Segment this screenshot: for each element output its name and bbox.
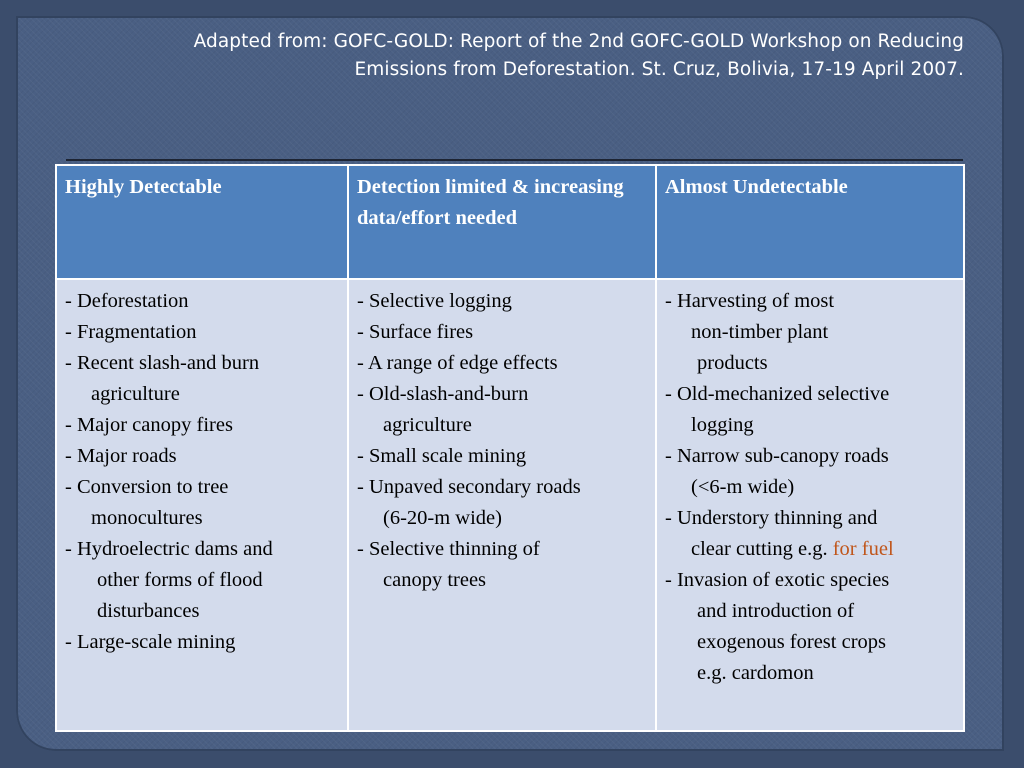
list-item: - Recent slash-and burn	[65, 352, 260, 374]
list-item: - Conversion to tree	[65, 476, 229, 498]
list-item-continuation: agriculture	[91, 383, 180, 405]
cell-highly-detectable	[56, 279, 348, 731]
list-item-continuation: and introduction of	[697, 600, 855, 622]
list-item-continuation: products	[697, 352, 768, 374]
list-item-continuation: canopy trees	[383, 569, 487, 591]
table-header-row	[56, 165, 964, 279]
header-detection-limited: Detection limited & increasing data/effort needed	[348, 165, 656, 279]
title-line-1: Adapted from: GOFC-GOLD: Report of the 2nd GOFC-GOLD Workshop on Reducing	[193, 31, 964, 52]
list-item-continuation: disturbances	[97, 600, 200, 622]
list-item-continuation: (<6-m wide)	[691, 476, 795, 498]
list-item-continuation: agriculture	[383, 414, 472, 436]
list-item: - Large-scale mining	[65, 631, 236, 653]
list-item-continuation: monocultures	[91, 507, 203, 529]
cell-almost-undetectable	[656, 279, 964, 731]
header-highly-detectable: Highly Detectable	[56, 165, 348, 279]
list-item-continuation: other forms of flood	[97, 569, 263, 591]
list-item: - Old-slash-and-burn	[357, 383, 529, 405]
list-item: - Selective thinning of	[357, 538, 540, 560]
list-item: - Narrow sub-canopy roads	[665, 445, 889, 467]
list-item: - Hydroelectric dams and	[65, 538, 273, 560]
list-item: - Invasion of exotic species	[665, 569, 890, 591]
list-item-continuation	[665, 534, 955, 565]
list-item: - Surface fires	[357, 321, 474, 343]
slide-title	[64, 28, 964, 84]
header-almost-undetectable: Almost Undetectable	[656, 165, 964, 279]
detectability-table	[55, 164, 965, 732]
table-row	[56, 279, 964, 731]
title-line-2: Emissions from Deforestation. St. Cruz, Bolivia, 17-19 April 2007.	[354, 59, 964, 80]
title-divider	[66, 159, 963, 161]
list-item: - Small scale mining	[357, 445, 527, 467]
list-item: - Fragmentation	[65, 321, 197, 343]
list-item-continuation: logging	[691, 414, 754, 436]
list-item-continuation: (6-20-m wide)	[383, 507, 502, 529]
list-item: - Selective logging	[357, 290, 512, 312]
list-item: - Understory thinning and	[665, 507, 878, 529]
list-item-continuation: non-timber plant	[691, 321, 829, 343]
list-item: - Old-mechanized selective	[665, 383, 890, 405]
list-item: - Major roads	[65, 445, 177, 467]
for-fuel-highlight: for fuel	[832, 538, 894, 560]
list-item-continuation: exogenous forest crops	[697, 631, 887, 653]
list-item: - A range of edge effects	[357, 352, 558, 374]
list-item: - Major canopy fires	[65, 414, 233, 436]
list-item-continuation: e.g. cardomon	[697, 662, 814, 684]
list-item: - Deforestation	[65, 290, 189, 312]
list-item: - Harvesting of most	[665, 290, 835, 312]
list-item: - Unpaved secondary roads	[357, 476, 581, 498]
clear-cutting-text: clear cutting e.g.	[691, 538, 828, 560]
cell-detection-limited	[348, 279, 656, 731]
